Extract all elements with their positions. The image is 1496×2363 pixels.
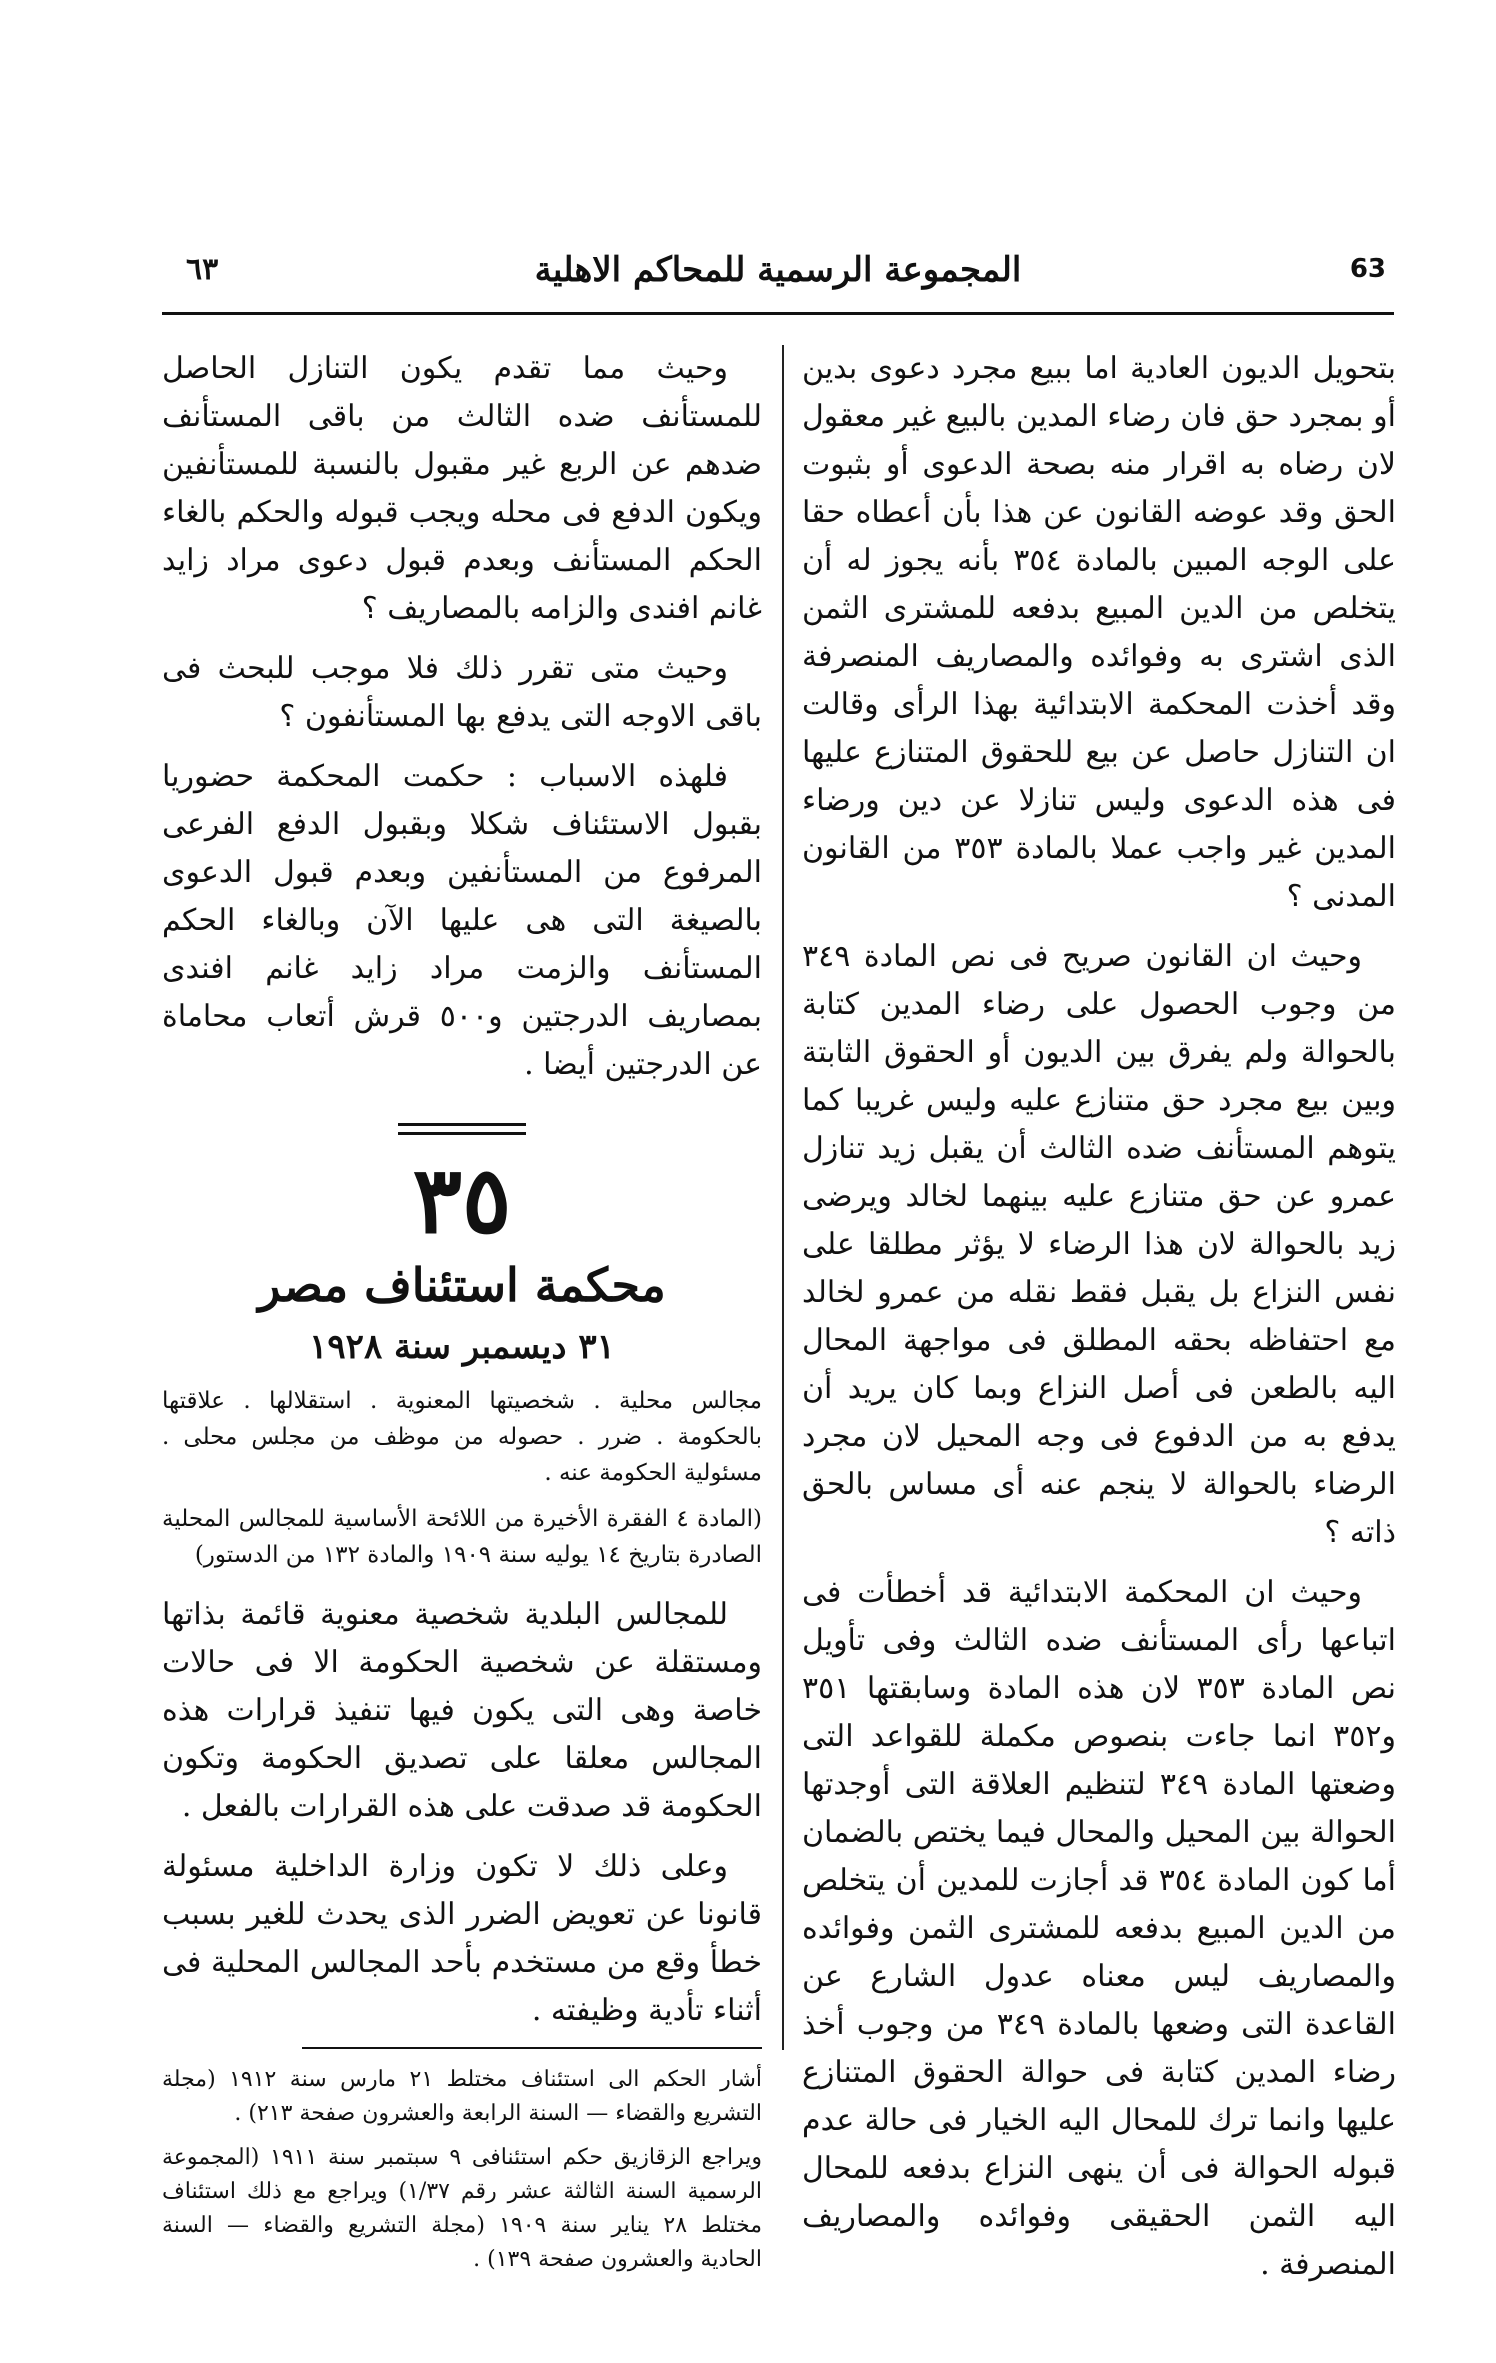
- footnote: ويراجع الزقازيق حكم استئنافى ٩ سبتمبر سنة ١٩١١ (المجموعة الرسمية السنة الثالثة عشر رقم ١/٣٧) ويراجع مع ذلك استئناف مختلط ٢٨ يناير سنة ١٩٠٩ (مجلة التشريع والقضاء — السنة الحادية والعشرون صفحة ١٣٩) .: [162, 2145, 762, 2272]
- paragraph: وعلى ذلك لا تكون وزارة الداخلية مسئولة قانونا عن تعويض الضرر الذى يحدث للغير بسبب خطأ وقع من مستخدم بأحد المجالس المحلية فى أثناء تأدية وظيفته .: [162, 1849, 762, 2028]
- page-number-latin: 63: [1349, 254, 1386, 284]
- footnote-separator: [302, 2047, 762, 2049]
- running-header: [160, 238, 1396, 300]
- paragraph: وحيث ان المحكمة الابتدائية قد أخطأت فى اتباعها رأى المستأنف ضده الثالث وفى تأويل نص المادة ٣٥٣ لان هذه المادة وسابقتها ٣٥١ و٣٥٢ انما جاءت بنصوص مكملة للقواعد التى وضعتها المادة ٣٤٩ لتنظيم العلاقة التى أوجدتها الحوالة بين المحيل والمحال فيما يختص بالضمان أما كون المادة ٣٥٤ قد أجازت للمدين أن يتخلص من الدين المبيع بدفعه للمشترى الثمن وفوائده والمصاريف ليس معناه عدول الشارع عن القاعدة التى وضعها بالمادة ٣٤٩ من وجوب أخذ رضاء المدين كتابة فى حوالة الحقوق المتنازع عليها وانما ترك للمحال اليه الخيار فى حالة عدم قبوله الحوالة فى أن ينهى النزاع بدفعه للمحال اليه الثمن الحقيقى وفوائده والمصاريف المنصرفة .: [802, 1575, 1396, 2282]
- paragraph: وحيث مما تقدم يكون التنازل الحاصل للمستأنف ضده الثالث من باقى المستأنف ضدهم عن الربع غير مقبول بالنسبة للمستأنفين ويكون الدفع فى محله ويجب قبوله والحكم بالغاء الحكم المستأنف وبعدم قبول دعوى مراد زايد غانم افندى والزامه بالمصاريف ؟: [162, 351, 762, 626]
- right-column: [802, 345, 1396, 2301]
- journal-title: المجموعة الرسمية للمحاكم الاهلية: [534, 250, 1022, 290]
- left-column: [162, 345, 762, 2287]
- footnotes: [162, 2063, 762, 2277]
- case-date: ٣١ ديسمبر سنة ١٩٢٨: [309, 1327, 615, 1367]
- column-divider: [782, 345, 784, 2050]
- case-number: ٣٥: [412, 1146, 512, 1254]
- section-divider: [398, 1123, 526, 1135]
- paragraph: وحيث متى تقرر ذلك فلا موجب للبحث فى باقى الاوجه التى يدفع بها المستأنفون ؟: [162, 651, 762, 734]
- paragraph: للمجالس البلدية شخصية معنوية قائمة بذاتها ومستقلة عن شخصية الحكومة الا فى حالات خاصة وهى التى يكون فيها تنفيذ قرارات هذه المجالس معلقا على تصديق الحكومة وتكون الحكومة قد صدقت على هذه القرارات بالفعل .: [162, 1597, 762, 1824]
- page-number-arabic: ٦٣: [186, 252, 219, 287]
- court-name: محكمة استئناف مصر: [258, 1258, 666, 1312]
- headnote-reference: (المادة ٤ الفقرة الأخيرة من اللائحة الأساسية للمجالس المحلية الصادرة بتاريخ ١٤ يوليه سنة ١٩٠٩ والمادة ١٣٢ من الدستور): [162, 1506, 762, 1568]
- paragraph: وحيث ان القانون صريح فى نص المادة ٣٤٩ من وجوب الحصول على رضاء المدين كتابة بالحوالة ولم يفرق بين الديون أو الحقوق الثابتة وبين بيع مجرد حق متنازع عليه وليس غريبا كما يتوهم المستأنف ضده الثالث أن يقبل زيد تنازل عمرو عن حق متنازع عليه بينهما لخالد ويرضى زيد بالحوالة لان هذا الرضاء لا يؤثر مطلقا على نفس النزاع بل يقبل فقط نقله من عمرو لخالد مع احتفاظه بحقه المطلق فى مواجهة المحال اليه بالطعن فى أصل النزاع وبما كان يريد أن يدفع به من الدفوع فى وجه المحيل لان مجرد الرضاء بالحوالة لا ينجم عنه أى مساس بالحق ذاته ؟: [802, 939, 1396, 1550]
- paragraph: فلهذه الاسباب : حكمت المحكمة حضوريا بقبول الاستئناف شكلا وبقبول الدفع الفرعى المرفوع من المستأنفين وبعدم قبول الدعوى بالصيغة التى هى عليها الآن وبالغاء الحكم المستأنف والزمت مراد زايد غانم افندى بمصاريف الدرجتين و٥٠٠ قرش أتعاب محاماة عن الدرجتين أيضا .: [162, 759, 763, 1082]
- headnote: مجالس محلية . شخصيتها المعنوية . استقلالها . علاقتها بالحكومة . ضرر . حصوله من موظف من مجلس محلى . مسئولية الحكومة عنه .: [162, 1388, 762, 1486]
- paragraph: بتحويل الديون العادية اما ببيع مجرد دعوى بدين أو بمجرد حق فان رضاء المدين بالبيع غير معقول لان رضاه به اقرار منه بصحة الدعوى أو بثبوت الحق وقد عوضه القانون عن هذا بأن أعطاه حقا على الوجه المبين بالمادة ٣٥٤ بأنه يجوز له أن يتخلص من الدين المبيع بدفعه للمشترى الثمن الذى اشترى به وفوائده والمصاريف المنصرفة وقد أخذت المحكمة الابتدائية بهذا الرأى وقالت ان التنازل حاصل عن بيع للحقوق المتنازع عليها فى هذه الدعوى وليس تنازلا عن دين ورضاء المدين غير واجب عملا بالمادة ٣٥٣ من القانون المدنى ؟: [802, 351, 1397, 914]
- header-rule: [162, 312, 1394, 315]
- footnote: أشار الحكم الى استئناف مختلط ٢١ مارس سنة ١٩١٢ (مجلة التشريع والقضاء — السنة الرابعة والعشرون صفحة ٢١٣) .: [162, 2067, 762, 2126]
